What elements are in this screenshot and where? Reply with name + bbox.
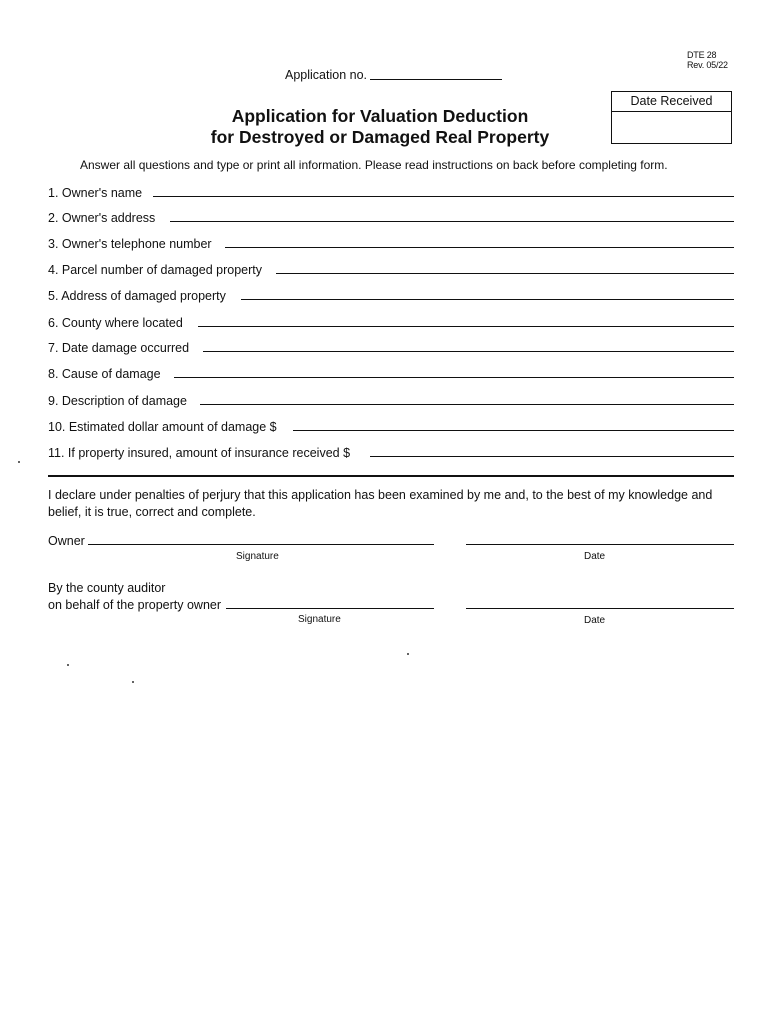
field-damage-description-label: 9. Description of damage (48, 394, 187, 408)
owner-date-line[interactable] (466, 544, 734, 545)
application-no-field[interactable] (370, 79, 502, 80)
form-title (180, 106, 580, 148)
form-title-line2: for Destroyed or Damaged Real Property (210, 127, 550, 147)
owner-date-caption: Date (584, 551, 606, 562)
auditor-label-line2: on behalf of the property owner (48, 598, 222, 612)
owner-label: Owner (48, 534, 85, 548)
field-property-address-label: 5. Address of damaged property (48, 289, 226, 303)
date-received-field[interactable] (612, 112, 731, 144)
auditor-label-line1: By the county auditor (48, 581, 166, 595)
field-parcel-number-line[interactable] (276, 273, 734, 274)
perjury-declaration: I declare under penalties of perjury that this application has been examined by me and, to the best of my knowledge and belief, it is true, correct and complete. (48, 488, 713, 519)
application-no-label: Application no. (285, 68, 368, 82)
field-damage-amount-line[interactable] (293, 430, 734, 431)
field-owner-address-line[interactable] (170, 221, 734, 222)
field-owner-name-label: 1. Owner's name (48, 186, 143, 200)
field-damage-description-line[interactable] (200, 404, 734, 405)
owner-signature-caption: Signature (236, 551, 279, 562)
auditor-signature-line[interactable] (226, 608, 434, 609)
field-county-line[interactable] (198, 326, 734, 327)
field-property-address-line[interactable] (241, 299, 734, 300)
auditor-signature-caption: Signature (298, 614, 341, 625)
scan-speck (18, 461, 20, 463)
form-title-line1: Application for Valuation Deduction (231, 106, 529, 126)
scan-speck (132, 681, 134, 683)
owner-signature-line[interactable] (88, 544, 434, 545)
scan-speck (407, 653, 409, 655)
form-id-block (687, 50, 728, 70)
field-damage-date-label: 7. Date damage occurred (48, 341, 190, 355)
section-divider (48, 475, 734, 477)
auditor-date-caption: Date (584, 615, 606, 626)
field-parcel-number-label: 4. Parcel number of damaged property (48, 263, 263, 277)
field-damage-date-line[interactable] (203, 351, 734, 352)
field-damage-cause-line[interactable] (174, 377, 734, 378)
form-revision: Rev. 05/22 (687, 60, 728, 70)
form-id: DTE 28 (687, 50, 717, 60)
field-county-label: 6. County where located (48, 316, 183, 330)
field-insurance-amount-label: 11. If property insured, amount of insurance received $ (48, 446, 351, 460)
date-received-label: Date Received (612, 92, 731, 112)
instructions-text: Answer all questions and type or print all information. Please read instructions on back before completing form. (80, 158, 668, 172)
field-damage-cause-label: 8. Cause of damage (48, 367, 161, 381)
field-owner-telephone-line[interactable] (225, 247, 734, 248)
scan-speck (67, 664, 69, 666)
field-owner-address-label: 2. Owner's address (48, 211, 156, 225)
date-received-box (611, 91, 732, 144)
field-owner-name-line[interactable] (153, 196, 734, 197)
field-owner-telephone-label: 3. Owner's telephone number (48, 237, 212, 251)
field-damage-amount-label: 10. Estimated dollar amount of damage $ (48, 420, 277, 434)
field-insurance-amount-line[interactable] (370, 456, 734, 457)
auditor-date-line[interactable] (466, 608, 734, 609)
